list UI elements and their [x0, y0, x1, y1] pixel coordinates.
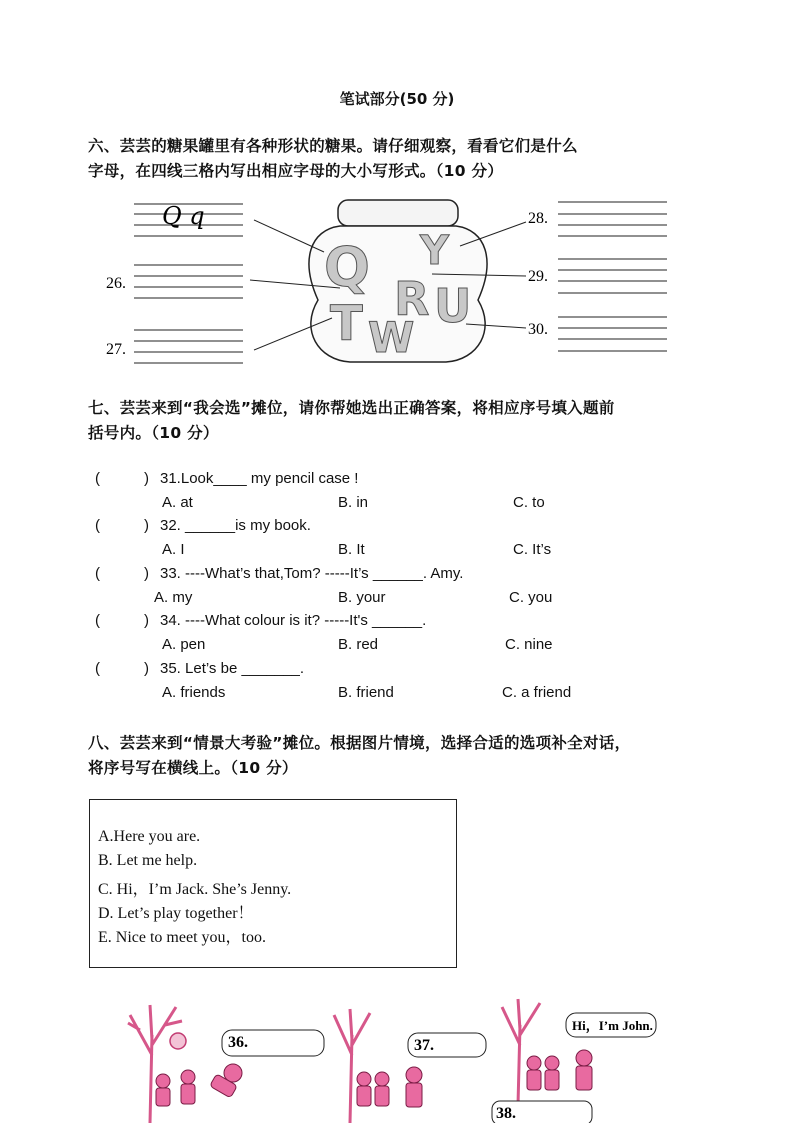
dialogue-option-e: E. Nice to meet you，too. [98, 929, 266, 946]
dialogue-option-c: C. Hi，I’m Jack. She’s Jenny. [98, 881, 292, 898]
section7-instruction-line2: 括号内。（10 分） [88, 424, 219, 442]
option-31-c: C. to [513, 494, 545, 511]
answer-bracket-close: ) [144, 470, 149, 487]
answer-bracket-close: ) [144, 612, 149, 629]
dialogue-option-b: B. Let me help. [98, 852, 198, 869]
option-31-b: B. in [338, 494, 369, 511]
svg-text:U: U [434, 279, 472, 333]
children-icon [357, 1067, 422, 1107]
answer-bracket-open: ( [95, 565, 100, 582]
option-35-a: A. friends [162, 684, 226, 701]
option-35-b: B. friend [338, 684, 394, 701]
section6-instruction-line2: 字母，在四线三格内写出相应字母的大小写形式。（10 分） [88, 162, 504, 180]
answer-bracket-close: ) [144, 660, 149, 677]
item-27-label: 27. [106, 341, 126, 358]
option-31-a: A. at [162, 494, 193, 511]
answer-bracket-open: ( [95, 517, 100, 534]
writing-lines-26 [134, 265, 243, 298]
svg-text:W: W [368, 313, 415, 362]
answer-bracket-close: ) [144, 565, 149, 582]
option-33-b: B. your [338, 589, 386, 606]
option-34-b: B. red [338, 636, 379, 653]
option-32-a: A. I [162, 541, 185, 558]
option-35-c: C. a friend [502, 684, 572, 701]
section8-instruction-line2: 将序号写在横线上。（10 分） [88, 759, 298, 777]
writing-lines-30 [558, 317, 667, 351]
writing-lines-29 [558, 259, 667, 293]
writing-lines-28 [558, 202, 667, 236]
bubble-36-label: 36. [228, 1034, 248, 1051]
question-33: 33. ----What’s that,Tom? -----It’s ______. Amy. [160, 565, 464, 582]
ball-icon [170, 1033, 186, 1049]
svg-text:Q: Q [324, 236, 370, 299]
candy-jar-exercise [0, 190, 794, 370]
option-32-b: B. It [338, 541, 365, 558]
scene-pictures [0, 995, 794, 1123]
item-30-label: 30. [528, 321, 548, 338]
page-title: 笔试部分(50 分) [339, 90, 455, 108]
bubble-john-text: Hi，I’m John. [572, 1018, 653, 1033]
section8-instruction-line1: 八、芸芸来到“情景大考验”摊位。根据图片情境，选择合适的选项补全对话， [88, 734, 631, 752]
question-31: 31.Look____ my pencil case ! [160, 470, 359, 487]
option-33-a: A. my [154, 589, 193, 606]
answer-bracket-open: ( [95, 470, 100, 487]
scene-3 [492, 999, 656, 1123]
scene-2 [334, 1009, 486, 1123]
bubble-37-label: 37. [414, 1037, 434, 1054]
scene-1 [128, 1005, 324, 1123]
tree-icon [128, 1005, 182, 1123]
option-34-c: C. nine [505, 636, 553, 653]
option-32-c: C. It’s [513, 541, 552, 558]
answer-bracket-open: ( [95, 660, 100, 677]
item-28-label: 28. [528, 210, 548, 227]
svg-text:T: T [330, 296, 363, 352]
svg-text:Y: Y [420, 228, 449, 274]
dialogue-option-a: A.Here you are. [98, 828, 201, 845]
svg-text:R: R [394, 272, 430, 326]
question-35: 35. Let’s be _______. [160, 660, 305, 677]
children-icon [156, 1064, 242, 1106]
example-letters: Q q [162, 202, 205, 230]
question-32: 32. ______is my book. [160, 517, 311, 534]
children-icon [527, 1050, 592, 1090]
answer-bracket-open: ( [95, 612, 100, 629]
section7-instruction-line1: 七、芸芸来到“我会选”摊位，请你帮她选出正确答案，将相应序号填入题前 [88, 399, 615, 417]
item-29-label: 29. [528, 268, 548, 285]
section6-instruction-line1: 六、芸芸的糖果罐里有各种形状的糖果。请仔细观察，看看它们是什么 [88, 137, 578, 155]
writing-lines-27 [134, 330, 243, 363]
question-34: 34. ----What colour is it? -----It's ______. [160, 612, 427, 629]
item-26-label: 26. [106, 275, 126, 292]
dialogue-option-d: D. Let’s play together！ [98, 905, 254, 922]
bubble-38-label: 38. [496, 1105, 516, 1122]
answer-bracket-close: ) [144, 517, 149, 534]
option-33-c: C. you [509, 589, 553, 606]
option-34-a: A. pen [162, 636, 206, 653]
